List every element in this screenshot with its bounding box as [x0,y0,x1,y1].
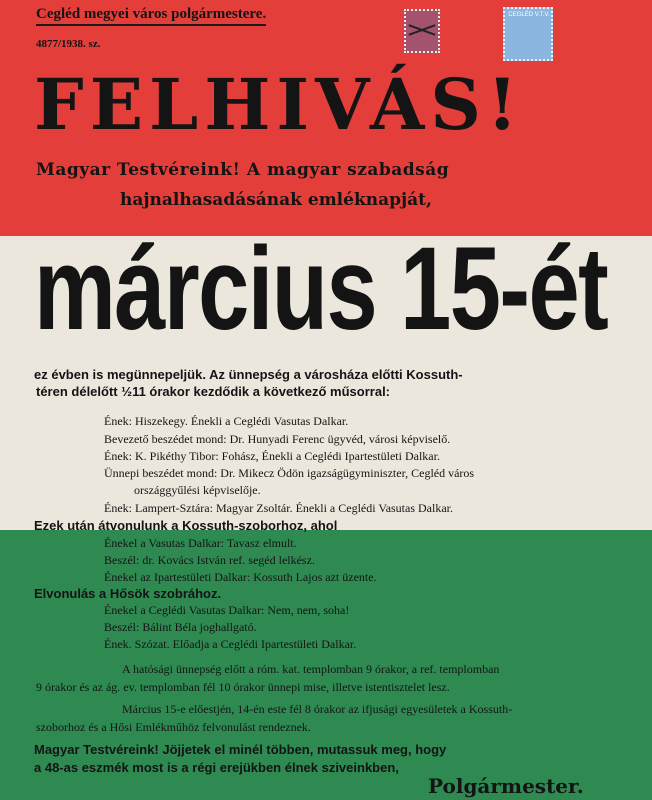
program-item: Énekel az Ipartestületi Dalkar: Kossuth Lajos azt üzente. [104,570,377,584]
program-item: országgyűlési képviselője. [134,483,261,497]
stamp-text: CEGLÉD V.T.V. [508,12,550,18]
section-heading-hosok: Elvonulás a Hősök szobrához. [34,586,222,601]
program-item: Énekel a Ceglédi Vasutas Dalkar: Nem, nem, soha! [104,603,350,617]
lead-line-2: téren délelőtt ½11 órakor kezdődik a következő műsorral: [36,384,391,399]
program-item: Ének. Szózat. Előadja a Ceglédi Ipartestületi Dalkar. [104,637,357,651]
revenue-stamp-blue [503,7,553,61]
intro-line-2: hajnalhasadásának emléknapját, [120,190,432,210]
reference-number: 4877/1938. sz. [36,38,101,50]
lead-line-1: ez évben is megünnepeljük. Az ünnepség a városháza előtti Kossuth- [34,367,463,382]
signature: Polgármester. [428,774,584,798]
program-item: Beszél: Bálint Béla joghallgató. [104,620,257,634]
closing-line-2: a 48-as eszmék most is a régi erejükben élnek sziveinkben, [34,760,399,775]
church-paragraph-line-1: A hatósági ünnepség előtt a róm. kat. templomban 9 órakor, a ref. templomban [122,662,500,676]
program-item: Ünnepi beszédet mond: Dr. Mikecz Ödön igazságügyminiszter, Cegléd város [104,466,475,480]
revenue-stamp-purple [404,9,440,53]
closing-line-1: Magyar Testvéreink! Jöjjetek el minél többen, mutassuk meg, hogy [34,742,447,757]
issuer-heading: Cegléd megyei város polgármestere. [36,6,266,26]
intro-line-1: Magyar Testvéreink! A magyar szabadság [36,160,450,180]
date-headline: március 15-ét [34,223,608,355]
program-item: Ének: Lampert-Sztára: Magyar Zsoltár. Énekli a Ceglédi Vasutas Dalkar. [104,501,454,515]
eve-paragraph-line-2: szoborhoz és a Hősi Emlékműhöz felvonulást rendeznek. [36,720,311,734]
program-item: Ének: K. Pikéthy Tibor: Fohász, Énekli a Ceglédi Ipartestületi Dalkar. [104,449,440,463]
program-item: Énekel a Vasutas Dalkar: Tavasz elmult. [104,536,297,550]
poster-title: FELHIVÁS! [34,63,524,146]
program-item: Beszél: dr. Kovács István ref. segéd lelkész. [104,553,315,567]
program-item: Bevezető beszédet mond: Dr. Hunyadi Ferenc ügyvéd, városi képviselő. [104,432,451,446]
section-heading-kossuth: Ezek után átvonulunk a Kossuth-szoborhoz, ahol [34,518,338,533]
program-item: Ének: Hiszekegy. Énekli a Ceglédi Vasutas Dalkar. [104,414,349,428]
church-paragraph-line-2: 9 órakor és az ág. ev. templomban fél 10 órakor ünnepi mise, illetve istentisztelet lesz. [36,680,450,694]
eve-paragraph-line-1: Március 15-e előestjén, 14-én este fél 8 órakor az ifjusági egyesületek a Kossuth- [122,702,513,716]
